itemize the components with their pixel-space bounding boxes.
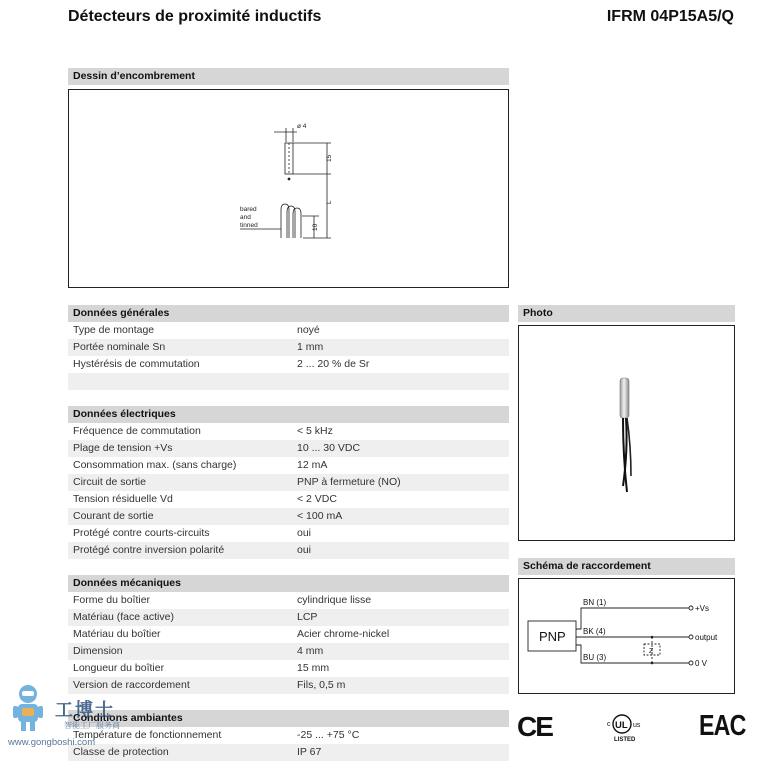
table-row: Type de montage noyé (73, 324, 320, 336)
table-row: Forme du boîtier cylindrique lisse (73, 594, 372, 606)
table-row-empty (68, 373, 509, 390)
photo-section-header: Photo (518, 305, 735, 322)
length-15-label: 15 (326, 154, 333, 162)
wiring-diagram-svg (519, 579, 734, 693)
product-reference: IFRM 04P15A5/Q (606, 8, 734, 25)
section-ambient (68, 710, 509, 761)
ce-logo: CE (517, 711, 552, 742)
table-row: Tension résiduelle Vd < 2 VDC (73, 493, 337, 505)
table-row: Consommation max. (sans charge) 12 mA (73, 459, 328, 471)
eac-logo: EAC (699, 710, 746, 742)
table-row: Protégé contre courts-circuits oui (73, 527, 312, 539)
product-photo (518, 325, 735, 541)
ul-mark-text: UL (615, 720, 628, 731)
table-row: Version de raccordement Fils, 0,5 m (68, 677, 509, 694)
wire-note-line3: tinned (240, 222, 258, 229)
length-L-label: L (326, 200, 333, 204)
wiring-diagram (518, 578, 735, 694)
watermark-url: www.gongboshi.com (8, 737, 96, 748)
dimension-drawing (68, 89, 509, 288)
table-row: Plage de tension +Vs 10 ... 30 VDC (68, 440, 509, 457)
length-10-label: 10 (312, 223, 319, 231)
table-row: Matériau du boîtier Acier chrome-nickel (73, 628, 390, 640)
vs-label: +Vs (695, 604, 710, 613)
diameter-label: ø 4 (297, 123, 307, 130)
section-electrical (68, 406, 509, 559)
table-row: Fréquence de commutation < 5 kHz (73, 425, 333, 437)
table-row: Courant de sortie < 100 mA (68, 508, 509, 525)
pnp-label: PNP (539, 629, 566, 644)
watermark-sub: 智能工厂服务商 (64, 721, 120, 730)
dimension-drawing-svg (69, 90, 510, 289)
wiring-section-header: Schéma de raccordement (518, 558, 735, 575)
table-row: Circuit de sortie PNP à fermeture (NO) (68, 474, 509, 491)
zero-volt-label: 0 V (695, 659, 708, 668)
watermark-name: 工博士 (55, 700, 115, 720)
z-label: Z (649, 648, 654, 655)
section-header: Données électriques (68, 406, 509, 423)
drawing-section-header: Dessin d’encombrement (68, 68, 509, 85)
table-row: Dimension 4 mm (68, 643, 509, 660)
sensor-photo-icon (519, 326, 734, 540)
table-row: Portée nominale Sn 1 mm (68, 339, 509, 356)
page-title: Détecteurs de proximité inductifs (68, 8, 322, 25)
bn-label: BN (1) (583, 598, 607, 607)
section-header: Données mécaniques (68, 575, 509, 592)
section-header: Conditions ambiantes (68, 710, 509, 727)
section-header: Données générales (68, 305, 509, 322)
wire-note-line1: bared (240, 206, 257, 213)
bk-label: BK (4) (583, 627, 606, 636)
robot-mascot-icon (8, 682, 60, 740)
table-row: Protégé contre inversion polarité oui (68, 542, 509, 559)
table-row: Hystérésis de commutation 2 ... 20 % de Sr (73, 358, 370, 370)
ul-us-text: us (633, 722, 641, 729)
ul-c-text: c (607, 721, 611, 728)
output-label: output (695, 633, 718, 642)
section-mechanical (68, 575, 509, 694)
ul-listed-text: LISTED (614, 737, 636, 743)
table-row: Matériau (face active) LCP (68, 609, 509, 626)
table-row: Température de fonctionnement -25 ... +75 °C (73, 729, 360, 741)
ul-listed-logo (606, 708, 650, 744)
table-row: Classe de protection IP 67 (68, 744, 509, 761)
section-general (68, 305, 509, 390)
table-row: Longueur du boîtier 15 mm (73, 662, 330, 674)
wire-note-line2: and (240, 214, 251, 221)
bu-label: BU (3) (583, 653, 607, 662)
watermark (8, 682, 128, 752)
